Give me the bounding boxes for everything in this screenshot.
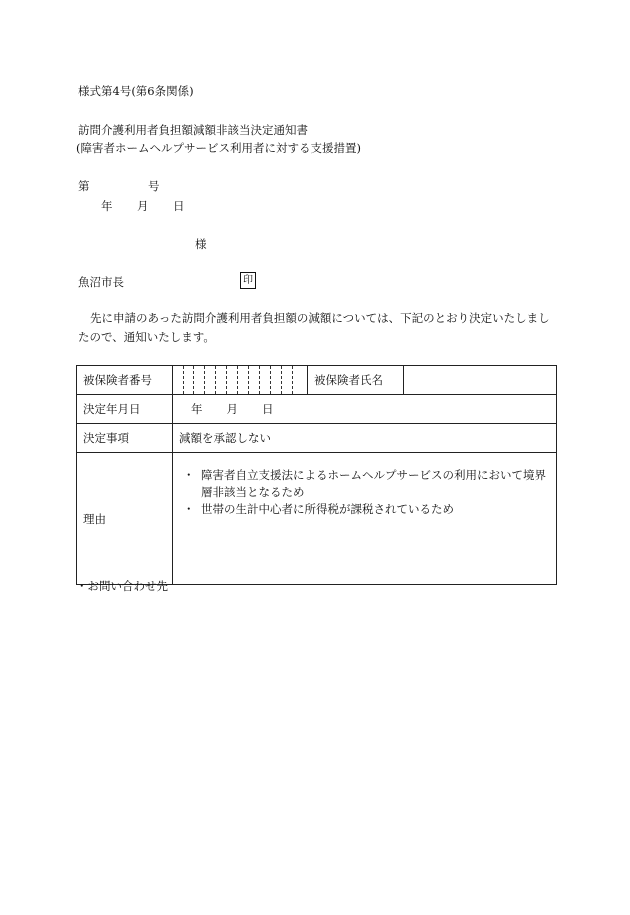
form-number: 様式第4号(第6条関係): [78, 84, 194, 98]
document-subtitle: (障害者ホームヘルプサービス利用者に対する支援措置): [76, 141, 361, 155]
digit-box: [260, 366, 271, 394]
digit-box: [183, 366, 194, 394]
digit-box: [249, 366, 260, 394]
reason-text: 障害者自立支援法によるホームヘルプサービスの利用において境界層非該当となるため: [201, 468, 546, 499]
decision-date-day: 日: [262, 402, 274, 416]
decision-item-label: 決定事項: [77, 424, 173, 453]
notice-text: 先に申請のあった訪問介護利用者負担額の減額については、下記のとおり決定いたしましたので、通知いたします。: [78, 311, 550, 344]
table-row: [77, 453, 557, 585]
decision-date-year: 年: [191, 402, 203, 416]
seal-stamp: 印: [240, 272, 256, 289]
document-title: 訪問介護利用者負担額減額非該当決定通知書: [78, 123, 308, 137]
digit-box: [194, 366, 205, 394]
issue-date-month: 月: [137, 199, 149, 213]
decision-item-value: 減額を承認しない: [173, 424, 557, 453]
reason-list: [179, 467, 550, 518]
bullet: ・: [183, 468, 195, 482]
insured-number-field[interactable]: [173, 366, 308, 395]
digit-box: [227, 366, 238, 394]
insured-name-label: 被保険者氏名: [308, 366, 404, 395]
insured-name-field[interactable]: [404, 366, 557, 395]
reason-text: 世帯の生計中心者に所得税が課税されているため: [201, 502, 454, 516]
digit-boxes: [173, 366, 307, 394]
decision-date-month: 月: [226, 402, 238, 416]
digit-box: [205, 366, 216, 394]
table-row: [77, 424, 557, 453]
doc-number-prefix: 第: [78, 179, 90, 193]
reason-item: [179, 467, 550, 501]
reason-item: [179, 501, 550, 518]
issue-date-year: 年: [101, 199, 113, 213]
addressee-honorific: 様: [195, 237, 207, 251]
bullet: ・: [183, 502, 195, 516]
table-row: [77, 366, 557, 395]
digit-box: [238, 366, 249, 394]
digit-box: [216, 366, 227, 394]
contact-label: ・お問い合わせ先: [76, 579, 168, 593]
digit-box: [271, 366, 282, 394]
decision-date-label: 決定年月日: [77, 395, 173, 424]
issue-date-day: 日: [173, 199, 185, 213]
insured-number-label: 被保険者番号: [77, 366, 173, 395]
decision-table: [76, 365, 557, 585]
doc-number-suffix: 号: [148, 179, 160, 193]
reason-label: 理由: [77, 453, 173, 585]
digit-box: [282, 366, 293, 394]
reason-value: [173, 453, 557, 585]
issuer-mayor: 魚沼市長: [78, 275, 124, 289]
table-row: [77, 395, 557, 424]
decision-date-value: [173, 395, 557, 424]
